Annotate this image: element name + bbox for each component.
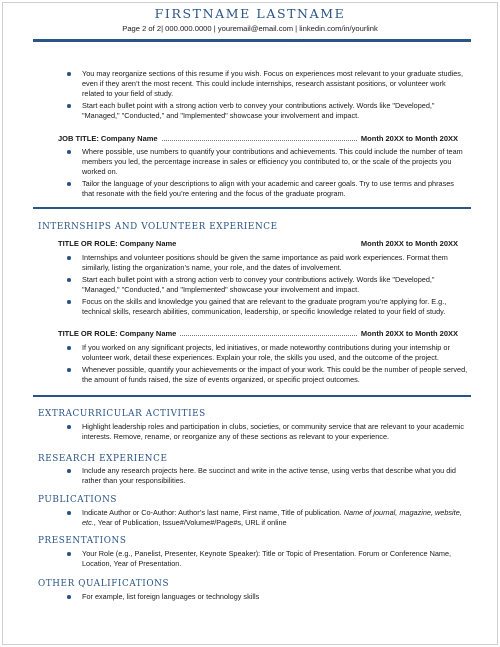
work-bullets-2 (58, 147, 468, 201)
dotted-leader (180, 329, 357, 336)
other-bullets (58, 592, 468, 604)
role-title: TITLE OR ROLE: Company Name (58, 329, 177, 338)
list-item: Include any research projects here. Be succinct and write in the active tense, using verbs that describe what you did rather than your responsibilities. (58, 466, 468, 486)
header-divider (33, 39, 471, 42)
role-line-1 (58, 239, 458, 249)
list-item: Your Role (e.g., Panelist, Presenter, Keynote Speaker): Title or Topic of Presentation. Forum or Conference Name, Location, Year of Presentation. (58, 549, 468, 569)
list-item: For example, list foreign languages or technology skills (58, 592, 468, 602)
list-item: Start each bullet point with a strong action verb to convey your contributions actively. Words like "Developed," "Managed," "Conducted," and "Implemented" showcase your involvement and impact. (58, 275, 468, 295)
job-dates: Month 20XX to Month 20XX (360, 134, 458, 143)
role-dates: Month 20XX to Month 20XX (360, 329, 458, 338)
section-divider (33, 395, 471, 397)
list-item: Where possible, use numbers to quantify your contributions and achievements. This could include the number of team members you led, the percentage increase in sales or efficiency you contributed to, or the scale of the projects you worked on. (58, 147, 468, 178)
work-bullets-1 (58, 69, 468, 123)
list-item: Tailor the language of your descriptions to align with your academic and career goals. Try to use terms and phrases that resonate with the field you’re entering and the focus of the graduate program. (58, 179, 468, 199)
presentations-bullets (58, 549, 468, 571)
dotted-leader (162, 134, 357, 141)
internship-bullets-2 (58, 343, 468, 387)
list-item: Internships and volunteer positions should be given the same importance as paid work experiences. Format them similarly, listing the organization’s name, your role, and the dates of involvement. (58, 253, 468, 273)
publication-details: , Year of Publication, Issue#/Volume#/Page#s, URL if online (93, 518, 287, 528)
publications-heading: PUBLICATIONS (38, 495, 118, 505)
presentations-heading: PRESENTATIONS (38, 536, 127, 546)
publication-journal: Name of journal, magazine, website, etc. (82, 508, 462, 528)
other-qualifications-heading: OTHER QUALIFICATIONS (38, 579, 170, 589)
job-title: JOB TITLE: Company Name (58, 134, 158, 143)
publication-text: Indicate Author or Co-Author: Author’s last name, First name, Title of publication. (82, 508, 344, 517)
list-item: If you worked on any significant projects, led initiatives, or made noteworthy contributions during your internship or volunteer work, detail these experiences. Explain your role, the skills you used, and the outcome of the project. (58, 343, 468, 363)
role-line-2 (58, 329, 458, 339)
list-item: You may reorganize sections of this resume if you wish. Focus on experiences most relevant to your graduate studies, even if they aren’t the most recent. This could include internships, research assistant positions, or volunteer work related to your field of study. (58, 69, 468, 100)
role-dates: Month 20XX to Month 20XX (360, 239, 458, 248)
list-item: Highlight leadership roles and participation in clubs, societies, or community service that are relevant to your academic interests. Remove, rename, or reorganize any of these sections as relevant to your experience. (58, 422, 468, 442)
resume-header (3, 6, 497, 34)
extracurricular-heading: EXTRACURRICULAR ACTIVITIES (38, 409, 206, 419)
role-title: TITLE OR ROLE: Company Name (58, 239, 177, 248)
resume-page (2, 2, 498, 645)
list-item: Whenever possible, quantify your achievements or the impact of your work. This could be the number of people served, the amount of funds raised, the size of events organized, or specific project outcomes. (58, 365, 468, 385)
list-item: Start each bullet point with a strong action verb to convey your contributions actively. Words like "Developed," "Managed," "Conducted," and "Implemented" showcase your involvement and impact. (58, 101, 468, 121)
section-divider (33, 207, 471, 209)
list-item: Focus on the skills and knowledge you gained that are relevant to the graduate program you’re applying for. E.g., technical skills, research abilities, communication, leadership, or specific knowledge related to your field of study. (58, 297, 468, 317)
extracurricular-bullets (58, 422, 468, 444)
list-item (58, 508, 468, 528)
publications-bullets (58, 508, 468, 530)
candidate-name: FIRSTNAME LASTNAME (154, 6, 346, 21)
research-heading: RESEARCH EXPERIENCE (38, 454, 168, 464)
research-bullets (58, 466, 468, 488)
internships-heading: INTERNSHIPS AND VOLUNTEER EXPERIENCE (38, 222, 278, 232)
internship-bullets-1 (58, 253, 468, 319)
job-title-line (58, 134, 458, 144)
contact-line: Page 2 of 2| 000.000.0000 | youremail@email.com | linkedin.com/in/yourlink (122, 24, 378, 33)
